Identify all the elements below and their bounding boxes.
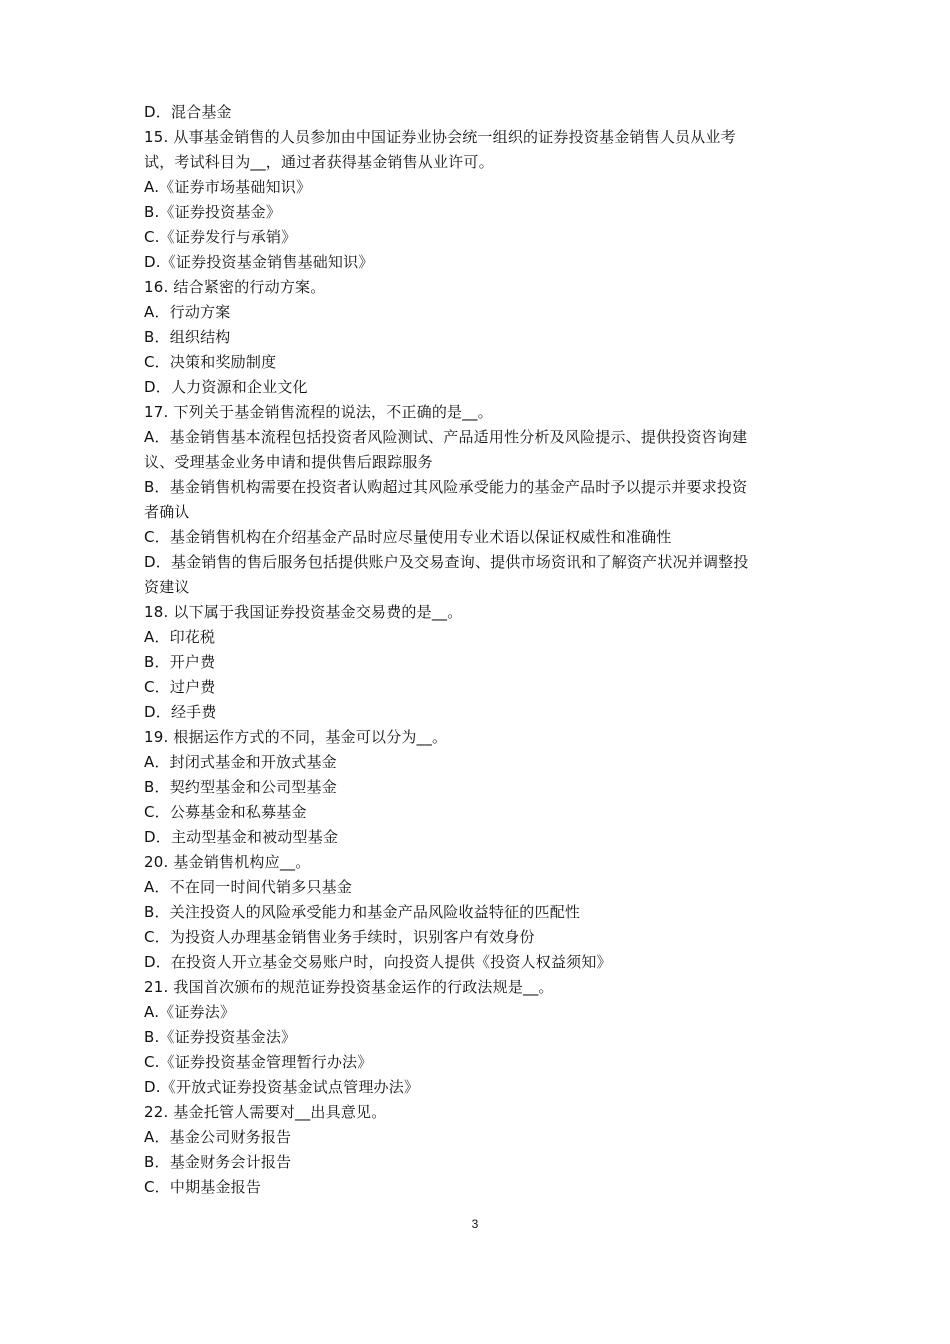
text-line: C．基金销售机构在介绍基金产品时应尽量使用专业术语以保证权威性和准确性 — [144, 528, 672, 546]
text-line: B．基金财务会计报告 — [144, 1153, 292, 1171]
text-line: B．开户费 — [144, 653, 216, 671]
text-line: A．基金销售基本流程包括投资者风险测试、产品适用性分析及风险提示、提供投资咨询建 — [144, 428, 748, 446]
text-line: 者确认 — [144, 503, 190, 521]
text-line: 议、受理基金业务申请和提供售后跟踪服务 — [144, 453, 433, 471]
text-line: D．主动型基金和被动型基金 — [144, 828, 339, 846]
text-line: D．基金销售的售后服务包括提供账户及交易查询、提供市场资讯和了解资产状况并调整投 — [144, 553, 749, 571]
text-line: 18. 以下属于我国证券投资基金交易费的是__。 — [144, 603, 463, 621]
text-line: B．组织结构 — [144, 328, 231, 346]
text-line: 15. 从事基金销售的人员参加由中国证券业协会统一组织的证券投资基金销售人员从业考 — [144, 128, 736, 146]
text-line: 22. 基金托管人需要对__出具意见。 — [144, 1103, 387, 1121]
text-line: 16. 结合紧密的行动方案。 — [144, 278, 326, 296]
text-line: 资建议 — [144, 578, 190, 596]
text-line: A.《证券市场基础知识》 — [144, 178, 312, 196]
text-line: C．中期基金报告 — [144, 1178, 262, 1196]
text-line: C.《证券发行与承销》 — [144, 228, 297, 246]
text-line: A.《证券法》 — [144, 1003, 236, 1021]
text-line: A．印花税 — [144, 628, 216, 646]
page-number: 3 — [471, 1217, 479, 1231]
text-line: C．过户费 — [144, 678, 216, 696]
text-line: 20. 基金销售机构应__。 — [144, 853, 311, 871]
text-line: C．为投资人办理基金销售业务手续时，识别客户有效身份 — [144, 928, 535, 946]
text-line: C．决策和奖励制度 — [144, 353, 277, 371]
text-line: D.《开放式证券投资基金试点管理办法》 — [144, 1078, 420, 1096]
text-line: D．在投资人开立基金交易账户时，向投资人提供《投资人权益须知》 — [144, 953, 612, 971]
text-line: C.《证券投资基金管理暂行办法》 — [144, 1053, 373, 1071]
text-line: A．基金公司财务报告 — [144, 1128, 292, 1146]
text-line: B．基金销售机构需要在投资者认购超过其风险承受能力的基金产品时予以提示并要求投资 — [144, 478, 748, 496]
text-line: A．行动方案 — [144, 303, 231, 321]
text-line: 21. 我国首次颁布的规范证券投资基金运作的行政法规是__。 — [144, 978, 554, 996]
text-line: D．混合基金 — [144, 103, 232, 121]
text-line: A．不在同一时间代销多只基金 — [144, 878, 353, 896]
text-line: 17. 下列关于基金销售流程的说法，不正确的是__。 — [144, 403, 493, 421]
text-line: 试，考试科目为__，通过者获得基金销售从业许可。 — [144, 153, 494, 171]
text-line: 19. 根据运作方式的不同，基金可以分为__。 — [144, 728, 448, 746]
text-line: D.《证券投资基金销售基础知识》 — [144, 253, 374, 271]
document-body — [144, 100, 816, 1200]
text-line: B．关注投资人的风险承受能力和基金产品风险收益特征的匹配性 — [144, 903, 581, 921]
text-line: C．公募基金和私募基金 — [144, 803, 307, 821]
text-line: A．封闭式基金和开放式基金 — [144, 753, 337, 771]
text-line: D．人力资源和企业文化 — [144, 378, 308, 396]
text-line: B.《证券投资基金》 — [144, 203, 282, 221]
text-line: B．契约型基金和公司型基金 — [144, 778, 337, 796]
text-line: B.《证券投资基金法》 — [144, 1028, 297, 1046]
text-line: D．经手费 — [144, 703, 217, 721]
